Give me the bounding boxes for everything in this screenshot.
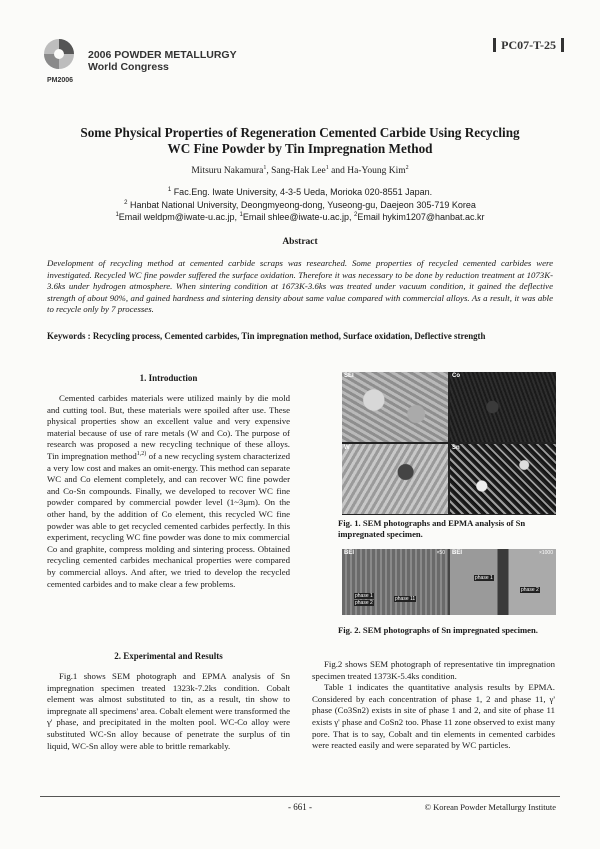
right-column-body [312,659,555,752]
email-3-sup: 2 [354,212,358,218]
title-line-1: Some Physical Properties of Regeneration Cemented Carbide Using Recycling [80,125,520,140]
affiliations [40,186,560,224]
author-3-sup: 2 [405,165,409,171]
panel-label-co: Co [452,373,460,379]
conference-name [88,49,237,73]
abstract-heading: Abstract [282,237,318,247]
keywords: Keywords : Recycling process, Cemented carbides, Tin impregnation method, Surface oxidation, Deflective strength [47,331,486,341]
abstract-text: Development of recycling method at cemented carbide scraps was researched. Some properties of recycled cemented carbides were investigated. Recycled WC fine powder suffered the surface oxidation. Therefore it was necessary to be done by reduction treatment at 1073K-3.6ks under hydrogen atmosphere. When sintering condition at 1673K-3.6ks was treated under vacuum condition, it gained the deflective strength of about 90%, and gained hardness and sintering density about same value compared with commercial alloys. As a result, it was able to recycle only by 7 processes. [47,258,553,315]
sem-panel-sei [342,372,448,442]
affiliation-1 [40,186,560,199]
conference-line-2: World Congress [88,61,169,73]
phase-tag: phase 11 [395,596,416,602]
author-1-sup: 1 [263,165,267,171]
paper-title [40,125,560,157]
figure-1-caption: Fig. 1. SEM photographs and EPMA analysis of Sn impregnated specimen. [338,518,526,539]
phase-tag: phase 2 [355,600,373,606]
email-1-sup: 1 [115,212,119,218]
section-2-body [47,671,290,752]
phase-tag: phase 2 [521,587,539,593]
scale-label-1: ×50 [436,550,445,556]
email-line [40,211,560,224]
figure-1-image [342,372,556,515]
table1-description: Table 1 indicates the quantitative analysis results by EPMA. Considered by each concentration of phase 1, 2 and phase 11, γ' phase (Co3Sn2) exists in site of phase 1 and 2, and site of phase 11 exists γ' phase and CoSn2 too. Phase 11 zone observed to exist many pore. That is to say, Cobalt and tin elements in cemented carbides were reacted easily and were separated by WC particles. [312,682,555,751]
author-1: Mitsuru Nakamura [191,166,264,176]
title-line-2: WC Fine Powder by Tin Impregnation Method [167,141,433,156]
epma-panel-sn [450,444,556,514]
panel-label-w: W [344,445,350,451]
epma-panel-co [450,372,556,442]
intro-citation: 1,2) [136,450,147,457]
email-2: Email shlee@iwate-u.ac.jp, [242,212,354,222]
copyright: © Korean Powder Metallurgy Institute [424,802,556,812]
section-2-heading: 2. Experimental and Results [114,651,223,661]
panel-label-sei: SEI [344,373,354,379]
page-number: - 661 - [288,802,312,812]
intro-text-a: Cemented carbides materials were utilized mainly by die mold and cutting tool. But, these materials were spoiled after use. These physical properties show an excellent value and very expensive material because of use of rare metals (W and Co). The purpose of research was proposed a new recycling technique of these alloys. Tin impregnation method [47,393,290,461]
epma-panel-w [342,444,448,514]
intro-text-b: of a new recycling system characterized a very low cost and makes an omit-energy. This method can separate WC and Co element completely, and can recover WC fine powder and Co-Sn compounds. Finally, we developed to recover WC fine powder compared by commercial powder level (1~3μm). On the other hand, by the addition of Co element, this recycled WC fine powder was able to get recycled cemented carbides perfectly. In this experiment, recycling WC fine powder was done to mix commercial Co and graphite, compress molding and sintering process. Obtained recycling cemented carbides mechanical properties were compared by commercial alloys. And after, we tried to develop the recycled cemented carbides and to make clear a few problems. [47,450,290,589]
author-sep-2: and [328,166,348,176]
bei-panel-low-mag [342,549,448,615]
figure-2-caption: Fig. 2. SEM photographs of Sn impregnated specimen. [338,625,538,635]
fig2-description: Fig.2 shows SEM photograph of representative tin impregnation specimen treated 1373K-5.4ks condition. [312,659,555,681]
panel-label-sn: Sn [452,445,460,451]
affiliation-2 [40,199,560,212]
author-3: Ha-Young Kim [347,166,406,176]
section-2-paragraph: Fig.1 shows SEM photograph and EPMA analysis of Sn impregnation specimen treated 1323k-7.2ks condition. Cobalt element was almost substituted to tin, as a result, tin show to impregnate all specimens' area. Cobalt element were transformed the γ' phase, and precipitated in the molten pool. WC-Co alloy were substituted WC-Sn alloy because of penetrate the surplus of tin liquid, WC-Sn alloy were able to brittle remarkably. [47,671,290,751]
bei-panel-high-mag [450,549,556,615]
author-list [40,166,560,176]
aff-1-text: Fac.Eng. Iwate University, 4-3-5 Ueda, Morioka 020-8551 Japan. [171,187,433,197]
paper-code: PC07-T-25 [493,38,564,52]
author-2: Sang-Hak Lee [271,166,326,176]
email-1: Email weldpm@iwate-u.ac.jp, [118,212,240,222]
aff-1-sup: 1 [167,187,172,193]
conference-line-1: 2006 POWDER METALLURGY [88,49,237,61]
aff-2-text: Hanbat National University, Deongmyeong-dong, Yuseong-gu, Daejeon 305-719 Korea [127,199,476,210]
panel-label-bei-1: BEI [344,550,355,556]
scale-label-2: ×1000 [538,550,553,556]
pm2006-logo-icon [38,36,80,80]
phase-tag: phase 1 [355,593,373,599]
intro-paragraph [47,393,290,590]
figure-2-image [342,549,556,615]
footer-divider [40,796,560,797]
panel-label-bei-2: BEI [452,550,463,556]
email-2-sup: 1 [239,212,243,218]
author-sep-1: , [266,166,272,176]
logo-text: PM2006 [47,77,74,84]
aff-2-sup: 2 [124,199,128,206]
section-1-heading: 1. Introduction [139,373,198,383]
email-3: Email hykim1207@hanbat.ac.kr [357,212,485,222]
section-1-body [47,393,290,590]
author-2-sup: 1 [325,165,329,171]
phase-tag: phase 1 [475,575,493,581]
